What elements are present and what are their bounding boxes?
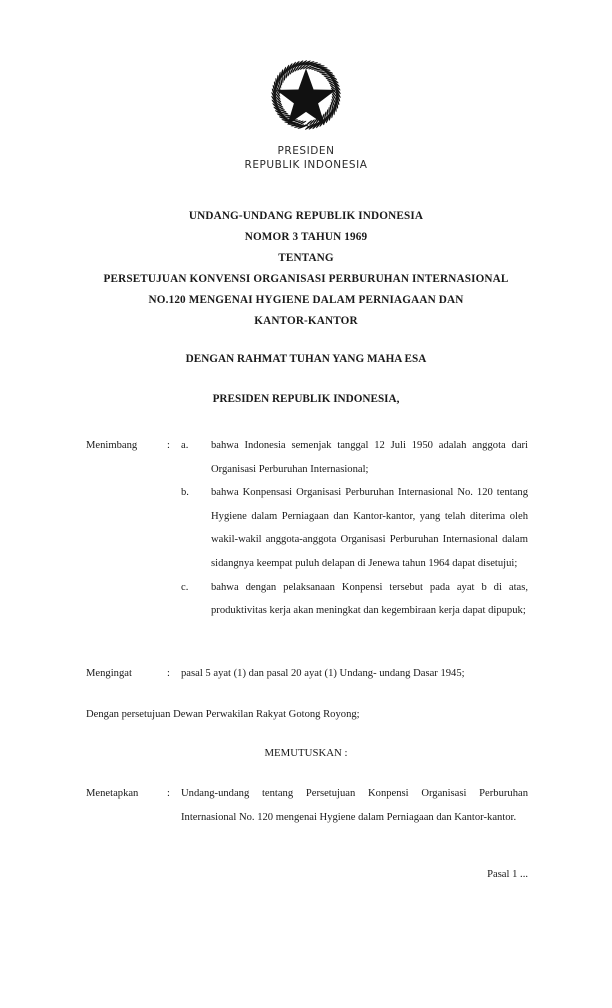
clause-menetapkan-label: Menetapkan [86,788,139,799]
clause-mengingat-label: Mengingat [86,668,132,679]
emblem-block [0,52,612,172]
clause-menetapkan-body: Undang-undang tentang Persetujuan Konpensi Organisasi Perburuhan Internasional No. 120 mengenai Hygiene dalam Perniagaan dan Kantor-kantor. [181,788,528,823]
clause-menimbang-colon: : [167,440,170,451]
list-item-marker: c. [181,581,189,593]
garuda-star-wreath-emblem [263,52,349,138]
list-item [181,481,528,575]
clause-menimbang-label: Menimbang [86,440,138,451]
title-line-1: UNDANG-UNDANG REPUBLIK INDONESIA [188,210,424,222]
emblem-caption-line2: REPUBLIK INDONESIA [244,159,368,171]
institution-text: PRESIDEN REPUBLIK INDONESIA, [212,393,400,405]
title-line-6: KANTOR-KANTOR [254,315,358,327]
clause-menetapkan-colon: : [167,788,170,799]
emblem-caption [0,144,612,172]
list-item-text: bahwa Indonesia semenjak tanggal 12 Juli 1950 adalah anggota dari Organisasi Perburuhan Internasional; [211,440,528,475]
clause-menetapkan [86,782,528,829]
list-item-text: bahwa dengan pelaksanaan Konpensi tersebut pada ayat b di atas, produktivitas kerja akan meningkat dan kegembiraan kerja dapat dipupuk; [211,581,528,617]
list-item-marker: b. [181,487,189,499]
title-line-5: NO.120 MENGENAI HYGIENE DALAM PERNIAGAAN DAN [148,294,464,306]
clause-mengingat-colon: : [167,668,170,679]
invocation-text: DENGAN RAHMAT TUHAN YANG MAHA ESA [185,353,427,365]
title-line-3: TENTANG [278,252,334,264]
continuation-note: Pasal 1 ... [487,869,528,880]
assent-text: Dengan persetujuan Dewan Perwakilan Rakyat Gotong Royong; [86,709,360,720]
title-line-4: PERSETUJUAN KONVENSI ORGANISASI PERBURUHAN INTERNASIONAL [103,273,509,285]
list-item-text: bahwa Konpensasi Organisasi Perburuhan Internasional No. 120 tentang Hygiene dalam Perniagaan dan Kantor-kantor, yang telah diterima oleh wakil-wakil anggota-anggota Organisasi Perburuhan Internasional dalam sidangnya keempat puluh delapan di Jenewa tahun 1964 dapat disetujui; [211,487,528,569]
list-item [181,576,528,623]
clause-menimbang-body [181,434,528,623]
list-item-marker: a. [181,440,189,451]
decide-heading: MEMUTUSKAN : [264,747,348,759]
clause-menimbang-items [181,434,528,623]
title-line-2: NOMOR 3 TAHUN 1969 [244,231,368,243]
document-title [60,206,552,332]
clause-mengingat [86,662,528,686]
clause-menimbang [86,434,528,623]
list-item [181,434,528,481]
emblem-caption-line1: PRESIDEN [277,145,335,157]
clause-mengingat-body: pasal 5 ayat (1) dan pasal 20 ayat (1) Undang- undang Dasar 1945; [181,668,465,679]
